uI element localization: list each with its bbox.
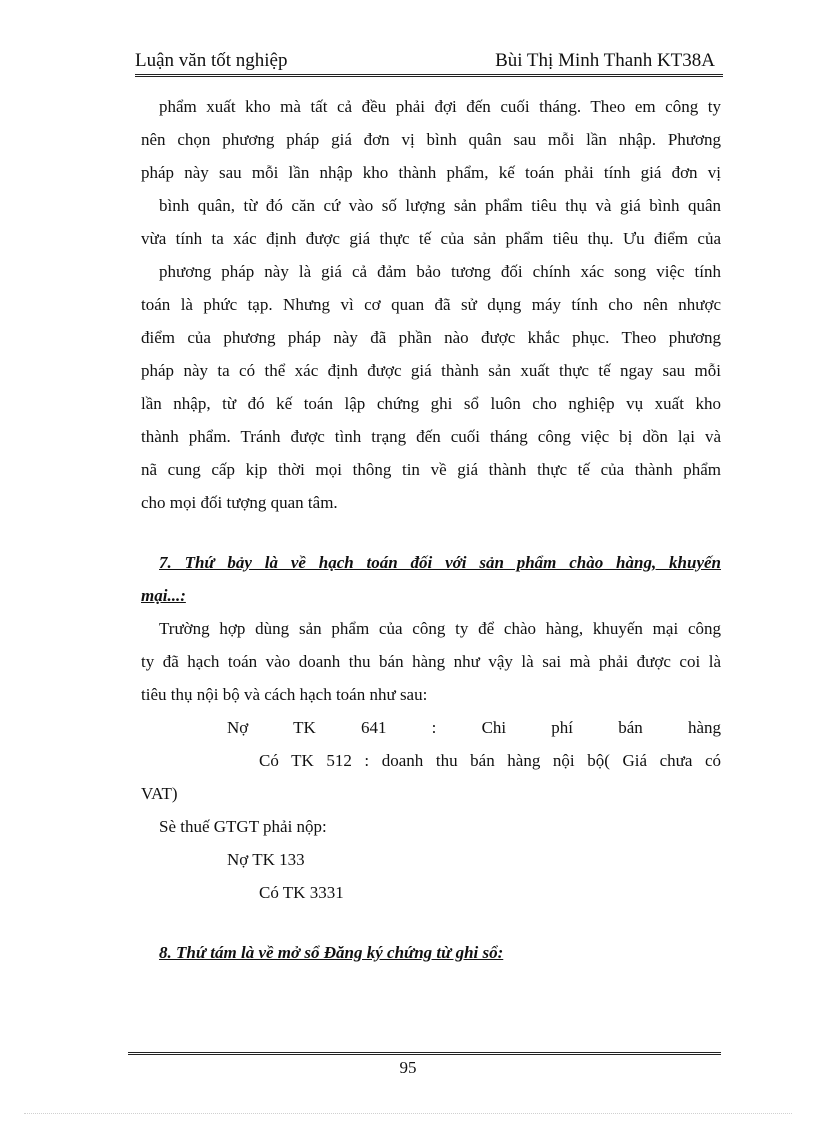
body-line: toán là phức tạp. Nhưng vì cơ quan đã sử dụng máy tính cho nên nhược [141,295,721,314]
body-line: nên chọn phương pháp giá đơn vị bình quân sau mỗi lần nhập. Phương [141,130,721,149]
body-line: điểm của phương pháp này đã phần nào được khắc phục. Theo phương [141,328,721,347]
body-line: pháp này ta có thể xác định được giá thành sản xuất thực tế ngay sau mỗi [141,361,721,380]
page-edge-divider [24,1113,792,1114]
body-line: Trường hợp dùng sản phẩm của công ty để chào hàng, khuyến mại công [159,619,721,638]
body-line: phẩm xuất kho mà tất cả đều phải đợi đến cuối tháng. Theo em công ty [159,97,721,116]
page-header [135,48,723,77]
page-body [141,90,721,969]
body-line: thành phẩm. Tránh được tình trạng đến cuối tháng công việc bị dồn lại và [141,427,721,446]
section-7-heading: 7. Thứ bảy là về hạch toán đối với sản phẩm chào hàng, khuyến [159,553,721,572]
body-line: phương pháp này là giá cả đảm bảo tương đối chính xác song việc tính [159,262,721,281]
journal-entry-credit: Có TK 3331 [259,883,344,902]
journal-entry-credit: Có TK 512 : doanh thu bán hàng nội bộ( Giá chưa có [259,751,721,770]
vat-intro: Sè thuế GTGT phải nộp: [159,817,327,836]
spacer [141,519,721,546]
body-line: cho mọi đối tượng quan tâm. [141,493,338,512]
body-line: tiêu thụ nội bộ và cách hạch toán như sau: [141,685,428,704]
body-line: nã cung cấp kịp thời mọi thông tin về giá thành thực tế của thành phẩm [141,460,721,479]
section-7-heading-cont: mại...: [141,586,186,605]
spacer [141,909,721,936]
header-author: Bùi Thị Minh Thanh KT38A [495,50,715,71]
page-number: 95 [399,1058,417,1077]
header-thesis-label: Luận văn tốt nghiệp [135,50,288,71]
body-line: ty đã hạch toán vào doanh thu bán hàng như vậy là sai mà phải được coi là [141,652,721,671]
section-8-heading: 8. Thứ tám là về mở sổ Đăng ký chứng từ ghi sổ: [159,943,504,962]
journal-entry-credit-cont: VAT) [141,784,178,803]
body-line: bình quân, từ đó căn cứ vào số lượng sản phẩm tiêu thụ và giá bình quân [159,196,721,215]
journal-entry-debit: Nợ TK 641 : Chi phí bán hàng [227,718,721,737]
journal-entry-debit: Nợ TK 133 [227,850,305,869]
body-line: vừa tính ta xác định được giá thực tế của sản phẩm tiêu thụ. Ưu điểm của [141,229,721,248]
body-line: lần nhập, từ đó kế toán lập chứng ghi sổ luôn cho nghiệp vụ xuất kho [141,394,721,413]
body-line: pháp này sau mỗi lần nhập kho thành phẩm, kế toán phải tính giá đơn vị [141,163,721,182]
